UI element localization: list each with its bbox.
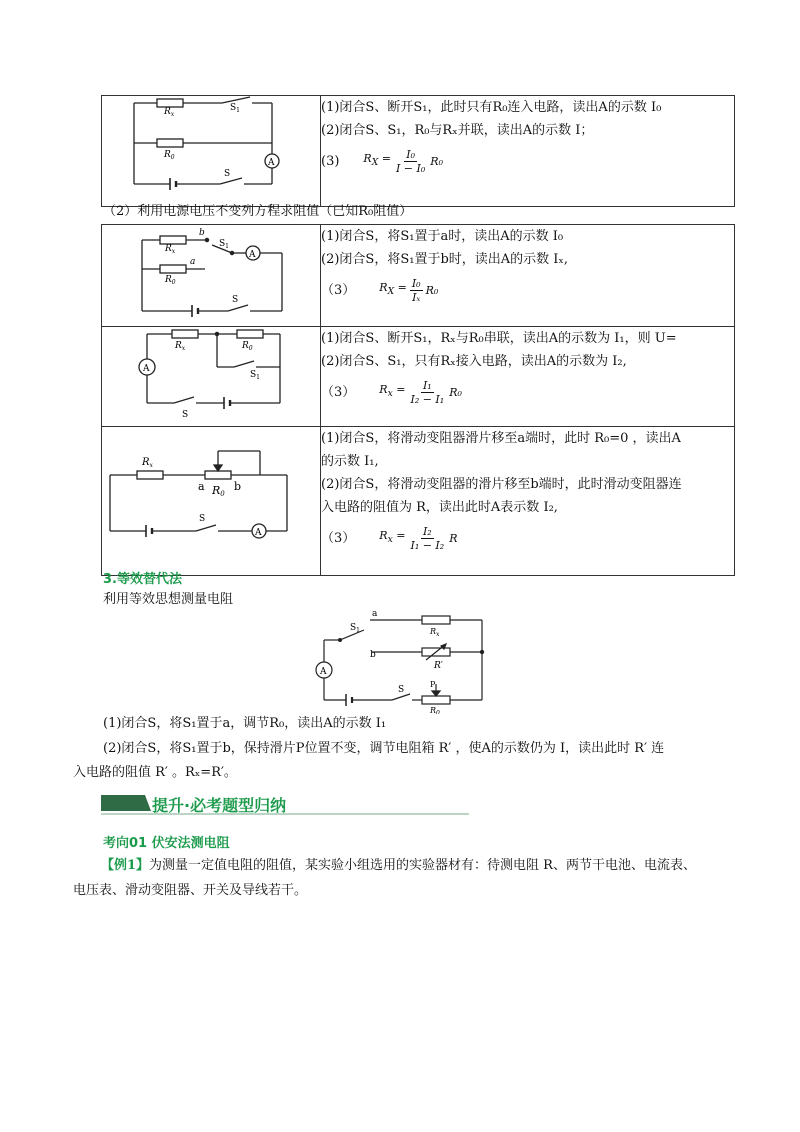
section-heading-equivalent: 3.等效替代法 xyxy=(103,572,182,587)
label-s: S xyxy=(398,685,405,695)
fraction: $\frac{\text{I₂}}{\text{I₁ − I₂}}$ xyxy=(410,524,445,552)
label-rx: $R_x$ xyxy=(175,341,186,352)
formula xyxy=(321,142,734,180)
label-ammeter: A xyxy=(268,158,275,168)
label-s1: $S_1$ xyxy=(350,623,360,634)
step-line: (1)闭合S，将S₁置于a时，读出A的示数 I₀ xyxy=(321,229,564,244)
formula xyxy=(321,519,734,557)
circuit-diagram xyxy=(102,96,320,202)
step-line: (1)闭合S、断开S₁，Rₓ与R₀串联，读出A的示数为 I₁，则 U= xyxy=(321,331,677,346)
example-text: 为测量一定值电阻的阻值，某实验小组选用的实验器材有：待测电阻 R、两节干电池、电流表、 xyxy=(149,858,696,873)
label-s1: $S_1$ xyxy=(219,239,229,250)
step-line: 入电路的阻值为 R，读出此时A表示数 I₂, xyxy=(321,500,558,515)
circuit-table-2 xyxy=(101,224,735,576)
formula-lhs: $R_X$ = xyxy=(379,281,407,298)
label-rx: $R_x$ xyxy=(165,244,176,255)
circuit-diagram xyxy=(102,427,320,571)
example-paragraph-cont: 电压表、滑动变阻器、开关及导线若干。 xyxy=(73,883,308,898)
step-line: 的示数 I₁, xyxy=(321,454,379,469)
formula-lead: （3） xyxy=(321,530,356,546)
label-resistance-box: R′ xyxy=(434,661,443,671)
label-s1: $S_1$ xyxy=(250,370,260,381)
label-b: b xyxy=(234,480,242,493)
method-text-cell xyxy=(321,327,735,427)
equivalent-substitution-circuit xyxy=(310,606,500,714)
label-ammeter: A xyxy=(320,667,327,677)
resistor-rx xyxy=(157,99,183,107)
formula-lead: （3） xyxy=(321,282,356,298)
formula xyxy=(321,271,734,309)
formula-lead: (3) xyxy=(321,153,340,169)
fraction: $\frac{\text{I₁}}{\text{I₂ − I₁}}$ xyxy=(410,378,445,406)
label-rx: $R_x$ xyxy=(164,107,175,118)
step-line: (2)闭合S、S₁，只有Rₓ接入电路，读出A的示数为 I₂, xyxy=(321,354,627,369)
label-r0: $R_0$ xyxy=(164,150,175,161)
label-ammeter: A xyxy=(255,528,262,538)
circuit-diagram xyxy=(102,225,320,322)
step-line: (2)闭合S，将滑动变阻器的滑片移至b端时，此时滑动变阻器连 xyxy=(321,477,682,492)
circuit-table-1 xyxy=(101,95,735,207)
formula-lhs: $R_X$ = xyxy=(363,152,391,169)
method-text-cell xyxy=(321,225,735,327)
label-rx: $R_x$ xyxy=(430,627,440,638)
topic-heading: 考向01 伏安法测电阻 xyxy=(103,836,230,851)
formula-tail: R₀ xyxy=(430,154,443,168)
step-line: (2)闭合S、S₁，R₀与Rₓ并联，读出A的示数 I； xyxy=(321,123,594,138)
formula xyxy=(321,373,734,411)
section-intro: 利用等效思想测量电阻 xyxy=(103,592,234,607)
circuit-figure-single-pole-double-throw xyxy=(102,225,321,327)
label-s: S xyxy=(182,410,189,420)
label-a: a xyxy=(198,480,205,493)
label-r0: $R_0$ xyxy=(165,275,176,286)
label-r0: $R_0$ xyxy=(242,341,253,352)
formula-tail: R xyxy=(449,531,458,545)
step-line: (2)闭合S，将S₁置于b时，读出A的示数 Iₓ, xyxy=(321,252,569,267)
label-a: a xyxy=(190,257,196,267)
step-2-cont: 入电路的阻值 R′ 。Rₓ=R′。 xyxy=(73,765,237,780)
section-title: （2）利用电源电压不变列方程求阻值（已知R₀阻值） xyxy=(103,204,413,219)
circuit-figure-parallel-ammeter xyxy=(102,96,321,207)
label-rx: $R_x$ xyxy=(142,457,153,469)
method-text-cell xyxy=(321,96,735,207)
fraction: $\frac{\text{I₀}}{\text{I − I₀}}$ xyxy=(395,147,426,175)
label-b: b xyxy=(370,650,376,660)
circuit-figure-rheostat xyxy=(102,427,321,576)
example-paragraph xyxy=(101,854,696,878)
step-1: (1)闭合S，将S₁置于a，调节R₀，读出A的示数 I₁ xyxy=(103,716,387,731)
circuit-diagram xyxy=(102,327,320,422)
label-s: S xyxy=(199,514,206,524)
label-s1: $S_1$ xyxy=(230,103,240,114)
label-b: b xyxy=(199,228,205,238)
formula-lead: （3） xyxy=(321,384,356,400)
label-r0: $R_0$ xyxy=(430,706,440,714)
label-s: S xyxy=(224,169,231,179)
formula-tail: R₀ xyxy=(425,283,439,297)
label-ammeter: A xyxy=(249,250,256,260)
example-tag: 【例1】 xyxy=(101,858,150,873)
step-line: (1)闭合S、断开S₁，此时只有R₀连入电路，读出A的示数 I₀ xyxy=(321,100,662,115)
step-line: (1)闭合S，将滑动变阻器滑片移至a端时，此时 R₀=0 ，读出A xyxy=(321,431,681,446)
formula-lhs: $R_x$ = xyxy=(379,529,406,546)
formula-lhs: $R_x$ = xyxy=(379,383,406,400)
label-s: S xyxy=(232,295,239,305)
step-2: (2)闭合S，将S₁置于b，保持滑片P位置不变，调节电阻箱 R′ ，使A的示数仍为 I，读出此时 R′ 连 xyxy=(103,741,665,756)
banner-title: 提升·必考题型归纳 xyxy=(152,796,287,815)
label-p: P xyxy=(430,680,436,689)
circuit-figure-series-switch xyxy=(102,327,321,427)
label-r0: R0 xyxy=(212,484,225,498)
fraction: $\frac{\text{I₀}}{\text{Iₓ}}$ xyxy=(411,276,421,304)
formula-tail: R₀ xyxy=(449,385,462,399)
resistor-r0 xyxy=(157,139,183,147)
method-text-cell xyxy=(321,427,735,576)
label-a: a xyxy=(372,609,378,619)
label-ammeter: A xyxy=(143,364,150,374)
